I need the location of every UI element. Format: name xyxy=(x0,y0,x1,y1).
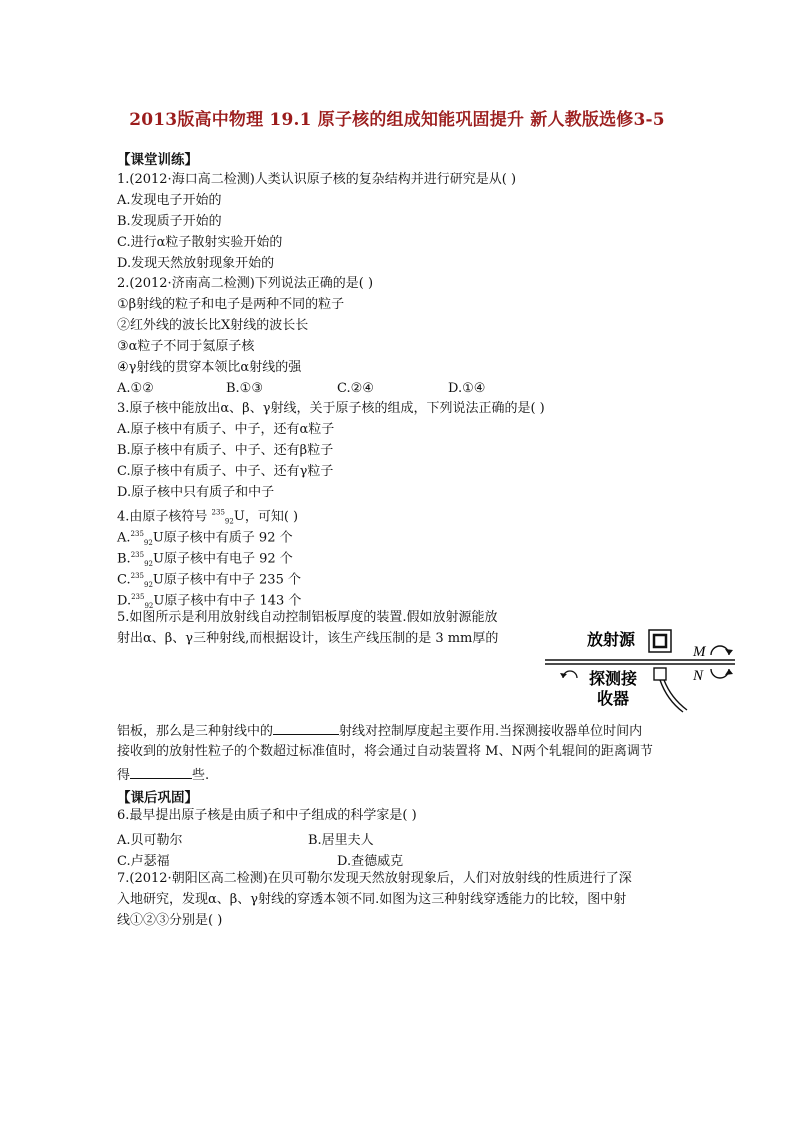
q2-statement-3: ③α粒子不同于氦原子核 xyxy=(117,339,255,354)
q2-statement-2: ②红外线的波长比X射线的波长长 xyxy=(117,318,309,333)
section-heading-after-class: 【课后巩固】 xyxy=(117,790,198,806)
document-title: 2013版高中物理 19.1 原子核的组成知能巩固提升 新人教版选修3-5 xyxy=(129,110,665,130)
q6-stem: 6.最早提出原子核是由质子和中子组成的科学家是( ) xyxy=(117,808,417,823)
q7-line-3: 线①②③分别是( ) xyxy=(117,913,223,928)
q3-option-b: B.原子核中有质子、中子、还有β粒子 xyxy=(117,443,334,458)
q4-option-b: B.$^{235}_{92}$U原子核中有电子 92 个 xyxy=(117,551,293,568)
detector-label-line-1: 探测接 xyxy=(589,669,638,688)
q4-option-a: A.$^{235}_{92}$U原子核中有质子 92 个 xyxy=(117,530,293,547)
roller-m-arrow-icon xyxy=(725,649,733,655)
q3-option-d: D.原子核中只有质子和中子 xyxy=(117,485,275,500)
q2-stem: 2.(2012·济南高二检测)下列说法正确的是( ) xyxy=(117,276,374,291)
thickness-control-svg xyxy=(543,622,743,714)
q2-option-d: D.①④ xyxy=(448,381,486,396)
roller-n-arrow-icon xyxy=(725,669,733,675)
q3-option-a: A.原子核中有质子、中子，还有α粒子 xyxy=(117,422,335,437)
q4-option-d: D.$^{235}_{92}$U原子核中有中子 143 个 xyxy=(117,593,302,610)
q7-line-2: 入地研究，发现α、β、γ射线的穿透本领不同.如图为这三种射线穿透能力的比较，图中射 xyxy=(117,892,627,907)
radiation-source-label: 放射源 xyxy=(587,630,636,649)
q2-option-c: C.②④ xyxy=(337,381,374,396)
q4-stem-suffix: ，可知( ) xyxy=(244,509,299,525)
q1-option-a: A.发现电子开始的 xyxy=(117,193,222,208)
q3-option-c: C.原子核中有质子、中子、还有γ粒子 xyxy=(117,464,334,479)
q5-line-5: 得 些. xyxy=(117,768,210,783)
q1-option-b: B.发现质子开始的 xyxy=(117,214,222,229)
roller-m-label: M xyxy=(693,644,706,660)
mass-number: 235 xyxy=(211,509,225,517)
q5-line-2: 射出α、β、γ三种射线,而根据设计，该生产线压制的是 3 mm厚的 xyxy=(117,631,499,646)
q1-stem: 1.(2012·海口高二检测)人类认识原子核的复杂结构并进行研究是从( ) xyxy=(117,172,517,187)
q6-option-d: D.查德威克 xyxy=(337,854,404,869)
q2-statement-4: ④γ射线的贯穿本领比α射线的强 xyxy=(117,360,302,375)
q4-stem-prefix: 4.由原子核符号 xyxy=(117,509,208,525)
q4-option-c: C.$^{235}_{92}$U原子核中有中子 235 个 xyxy=(117,572,301,589)
roller-n-label: N xyxy=(693,668,704,684)
detector-box xyxy=(654,668,666,680)
q1-option-c: C.进行α粒子散射实验开始的 xyxy=(117,235,283,250)
q2-option-a: A.①② xyxy=(117,381,154,396)
detector-label-line-2: 收器 xyxy=(597,689,630,708)
left-roller-arrow-icon xyxy=(560,673,567,678)
q2-statement-1: ①β射线的粒子和电子是两种不同的粒子 xyxy=(117,297,345,312)
q6-option-b: B.居里夫人 xyxy=(308,833,374,848)
nuclide-symbol xyxy=(212,509,245,524)
element-symbol: U xyxy=(233,509,245,525)
q5-line-3: 铝板，那么是三种射线中的 射线对控制厚度起主要作用.当探测接收器单位时间内 xyxy=(117,724,643,739)
thickness-control-diagram xyxy=(543,622,743,714)
q6-option-c: C.卢瑟福 xyxy=(117,854,170,869)
q5-blank-ray-type[interactable] xyxy=(273,722,339,735)
radiation-source-inner xyxy=(654,635,666,647)
q7-line-1: 7.(2012·朝阳区高二检测)在贝可勒尔发现天然放射现象后，人们对放射线的性质进行了深 xyxy=(117,871,632,886)
q5-blank-distance[interactable] xyxy=(130,766,192,779)
q6-option-a: A.贝可勒尔 xyxy=(117,833,183,848)
detector-cable xyxy=(660,680,683,712)
section-heading-class-training: 【课堂训练】 xyxy=(117,152,198,168)
q5-line-1: 5.如图所示是利用放射线自动控制铝板厚度的装置.假如放射源能放 xyxy=(117,610,498,625)
q3-stem: 3.原子核中能放出α、β、γ射线，关于原子核的组成，下列说法正确的是( ) xyxy=(117,401,545,416)
q1-option-d: D.发现天然放射现象开始的 xyxy=(117,256,275,271)
q2-option-b: B.①③ xyxy=(226,381,263,396)
q5-line-4: 接收到的放射性粒子的个数超过标准值时，将会通过自动装置将 M、N两个轧辊间的距离调节 xyxy=(117,744,653,759)
atomic-number: 92 xyxy=(224,517,234,526)
